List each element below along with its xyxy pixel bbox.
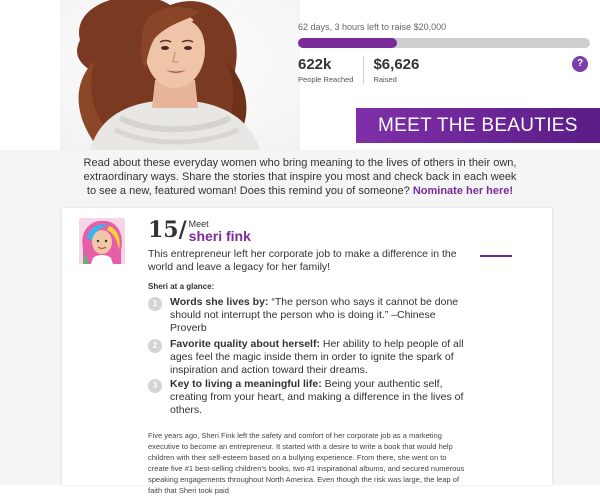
nominate-link[interactable]: Nominate her here! (412, 185, 514, 197)
point-body: “The person who says it cannot be done should not interrupt the person who is doing it.” –Chinese Proverb (170, 296, 459, 334)
campaign-panel (298, 22, 590, 84)
point-heading: Favorite quality about herself: (170, 338, 320, 350)
point-text (170, 296, 468, 335)
point-number-badge: 3 (148, 379, 162, 393)
stat-people-reached (298, 56, 363, 84)
glance-point (148, 338, 468, 377)
point-number-badge: 2 (148, 339, 162, 353)
hero-portrait-image (60, 0, 300, 150)
point-text (170, 378, 468, 417)
glance-point (148, 296, 468, 335)
point-heading: Words she lives by: (170, 296, 269, 308)
profile-card (62, 208, 552, 495)
profile-avatar (79, 218, 125, 264)
point-body: Being your authentic self, creating from your heart, and making a difference in the lives of others. (170, 378, 464, 416)
profile-heading (148, 216, 251, 244)
point-heading: Key to living a meaningful life: (170, 378, 322, 390)
intro-text: Read about these everyday women who bring meaning to the lives of others in their own, extraordinary ways. Share the stories that inspire you most and check back in each week to see a new, featured woman! Does this remind you of someone? (83, 157, 517, 197)
story-paragraph: Five years ago, Sheri Fink left the safety and comfort of her corporate job as a marketing executive to become an entrepreneur. It started with a desire to write a book that would help children with their self-esteem based on a bullying experience. From there, she went on to create five #1 best-selling children’s books, two #1 inspirational albums, and secured numerous speaking engagements throughout North America. Even though the risk was large, the leap of faith that Sheri took paid (148, 431, 465, 495)
point-number-badge: 1 (148, 297, 162, 311)
stat-value: 622k (298, 56, 332, 73)
meet-block (189, 219, 251, 244)
point-body: Her ability to help people of all ages feel the magic inside them in order to ignite the spark of inspiration and action toward their dreams. (170, 338, 464, 376)
fundraising-progress-bar (298, 38, 590, 48)
time-left-text: 62 days, 3 hours left to raise $20,000 (298, 22, 447, 32)
profile-tagline: This entrepreneur left her corporate job to make a difference in the world and leave a legacy for her family! (148, 248, 457, 273)
stats-row (298, 56, 590, 84)
glance-point (148, 378, 468, 417)
meet-the-beauties-banner: MEET THE BEAUTIES (356, 108, 600, 143)
point-text (170, 338, 468, 377)
stat-label: Raised (373, 75, 397, 84)
profile-name: sheri fink (188, 228, 251, 244)
help-icon[interactable]: ? (572, 56, 588, 72)
glance-title: Sheri at a glance: (148, 282, 215, 291)
meet-prefix: Meet (188, 219, 209, 229)
stat-raised (363, 56, 429, 84)
stat-label: People Reached (298, 75, 354, 84)
decorative-divider (480, 255, 512, 257)
intro-paragraph (80, 156, 520, 198)
progress-fill (298, 38, 397, 48)
stat-value: $6,626 (373, 56, 420, 73)
profile-number: 15/ (148, 217, 187, 243)
